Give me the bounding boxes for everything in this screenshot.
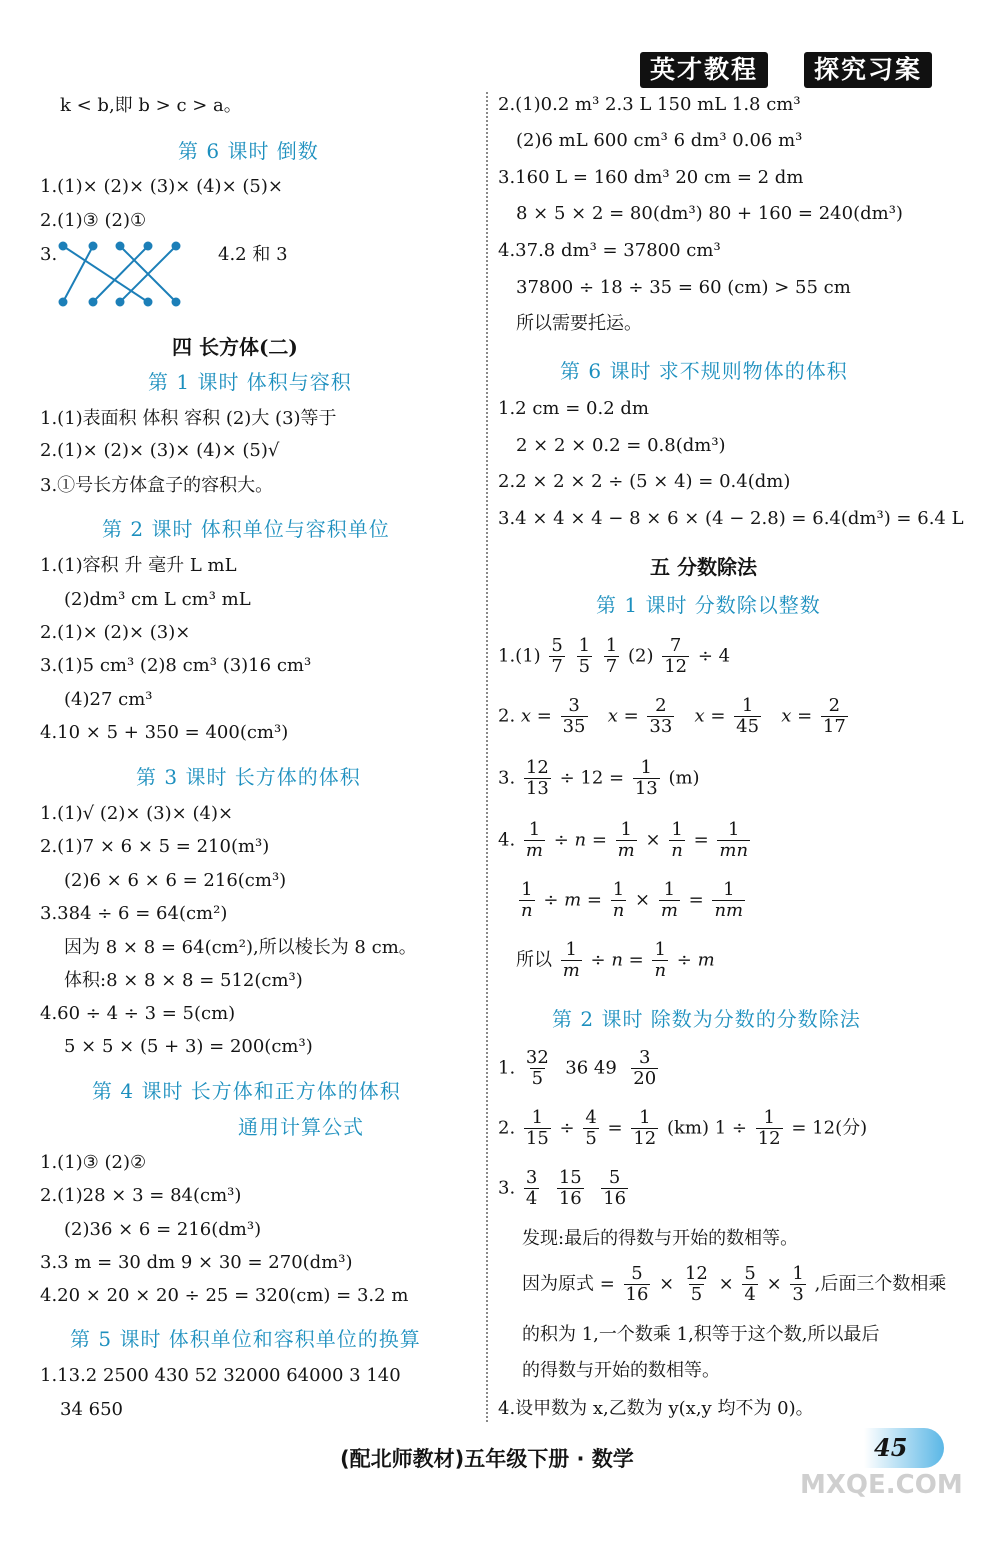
chapter-title: 五 分数除法 — [650, 555, 757, 579]
operator-text: ÷ 4 — [697, 645, 731, 667]
answer-line: 2.(1)0.2 m³ 2.3 L 150 mL 1.8 cm³ — [498, 94, 801, 115]
fraction: $\frac{12}{5}$ — [684, 1263, 708, 1305]
answer-line: 3.160 L = 160 dm³ 20 cm = 2 dm — [498, 167, 804, 188]
column-divider — [486, 92, 488, 1422]
lesson-title: 第 2 课时 除数为分数的分数除法 — [552, 1007, 861, 1031]
fraction: $\frac{1}{13}$ — [634, 757, 658, 799]
fraction: $\frac{5}{7}$ — [551, 635, 563, 677]
item-label: 1. — [498, 1057, 516, 1079]
answer-line — [498, 1168, 631, 1209]
answer-line: 1.13.2 2500 430 52 32000 64000 3 140 — [40, 1365, 401, 1386]
answer-line: 34 650 — [60, 1399, 123, 1420]
fraction: $\frac{1}{m}$ — [617, 819, 635, 861]
fraction: $\frac{2}{33}$ — [649, 695, 673, 737]
item-label: (2) — [627, 645, 654, 667]
answer-line: 3.①号长方体盒子的容积大。 — [40, 475, 274, 496]
lesson-title: 第 1 课时 体积与容积 — [148, 370, 352, 394]
answer-line — [498, 1048, 661, 1089]
answer-line: 3. — [40, 244, 58, 265]
lesson-title: 第 4 课时 长方体和正方体的体积 — [92, 1079, 401, 1103]
fraction: $\frac{3}{4}$ — [525, 1167, 538, 1209]
chapter-title: 四 长方体(二) — [172, 335, 298, 359]
answer-line: 的积为 1,一个数乘 1,积等于这个数,所以最后 — [522, 1324, 880, 1345]
answer-line: 2.(1)× (2)× (3)× — [40, 622, 191, 643]
answer-line: $\frac{1}{n}$ ÷ m = $\frac{1}{n}$ × $\frac{1}{m}$ = $\frac{1}{nm}$ — [521, 879, 744, 921]
answer-line: 1.2 cm = 0.2 dm — [498, 398, 649, 419]
answer-line: 1.(1)√ (2)× (3)× (4)× — [40, 803, 234, 824]
answer-line: 2. x = $\frac{3}{35}$ x = $\frac{2}{33}$ x = $\frac{1}{45}$ x = $\frac{2}{17}$ — [498, 695, 846, 737]
answer-line: 4.10 × 5 + 350 = 400(cm³) — [40, 722, 289, 743]
answer-line: 2.(1)③ (2)① — [40, 210, 147, 231]
answer-line: 4.设甲数为 x,乙数为 y(x,y 均不为 0)。 — [498, 1398, 814, 1419]
fraction: $\frac{2}{17}$ — [822, 695, 846, 737]
item-label: 3. — [498, 767, 516, 789]
answer-line: 1.(1)表面积 体积 容积 (2)大 (3)等于 — [40, 408, 337, 429]
answer-line: 5 × 5 × (5 + 3) = 200(cm³) — [64, 1036, 313, 1057]
fraction: $\frac{1}{m}$ — [660, 879, 678, 921]
answer-line: 3.384 ÷ 6 = 64(cm²) — [40, 903, 228, 924]
fraction: $\frac{1}{n}$ — [521, 879, 533, 921]
answer-line — [498, 636, 730, 677]
answer-line: 8 × 5 × 2 = 80(dm³) 80 + 160 = 240(dm³) — [516, 203, 903, 224]
fraction: $\frac{5}{4}$ — [744, 1263, 756, 1305]
operator-text: ÷ 12 = — [559, 767, 625, 789]
answer-line: 2. $\frac{1}{15}$ ÷ $\frac{4}{5}$ = $\frac{1}{12}$ (km) 1 ÷ $\frac{1}{12}$ = 12(分) — [498, 1107, 868, 1149]
brand-left: 英才教程 — [640, 52, 768, 88]
fraction: $\frac{1}{nm}$ — [714, 879, 744, 921]
item-label: 3. — [498, 1177, 516, 1199]
answer-line: 3.3 m = 30 dm 9 × 30 = 270(dm³) — [40, 1252, 353, 1273]
answer-line: 因为 8 × 8 = 64(cm²),所以棱长为 8 cm。 — [64, 937, 417, 958]
text-span: 因为原式 = — [522, 1273, 615, 1295]
text-span: ,后面三个数相乘 — [814, 1273, 947, 1295]
fraction: $\frac{1}{n}$ — [671, 819, 683, 861]
lesson-title: 第 5 课时 体积单位和容积单位的换算 — [70, 1327, 421, 1351]
answer-line: 37800 ÷ 18 ÷ 35 = 60 (cm) > 55 cm — [516, 277, 851, 298]
fraction: $\frac{1}{m}$ — [525, 819, 543, 861]
unit-text: (m) — [668, 767, 700, 789]
answer-line: 所以需要托运。 — [516, 313, 642, 334]
answer-line: 4.20 × 20 × 20 ÷ 25 = 320(cm) = 3.2 m — [40, 1285, 409, 1306]
answer-line: 1.(1)容积 升 毫升 L mL — [40, 555, 237, 576]
fraction: $\frac{1}{n}$ — [654, 939, 667, 981]
item-label: 1.(1) — [498, 645, 541, 667]
fraction: $\frac{1}{mn}$ — [719, 819, 749, 861]
fraction: $\frac{7}{12}$ — [664, 635, 688, 677]
answer-line: 的得数与开始的数相等。 — [522, 1360, 720, 1381]
fraction: $\frac{4}{5}$ — [585, 1107, 597, 1149]
lesson-title: 第 1 课时 分数除以整数 — [596, 593, 821, 617]
text-span: 所以 — [516, 949, 552, 971]
unit-text: = 12(分) — [791, 1117, 868, 1139]
answer-line: 3.(1)5 cm³ (2)8 cm³ (3)16 cm³ — [40, 655, 312, 676]
fraction: $\frac{1}{12}$ — [633, 1107, 657, 1149]
answer-line: 4.37.8 dm³ = 37800 cm³ — [498, 240, 721, 261]
lesson-title: 第 6 课时 求不规则物体的体积 — [560, 359, 848, 383]
value-text: 36 49 — [565, 1057, 617, 1079]
lesson-title: 通用计算公式 — [238, 1115, 364, 1139]
text-line: k < b,即 b > c > a。 — [60, 95, 242, 116]
fraction: $\frac{1}{45}$ — [736, 695, 760, 737]
answer-line: 发现:最后的得数与开始的数相等。 — [522, 1228, 799, 1249]
brand-right: 探究习案 — [804, 52, 932, 88]
fraction: $\frac{1}{n}$ — [612, 879, 625, 921]
fraction: $\frac{5}{16}$ — [603, 1167, 627, 1209]
answer-line: 4.2 和 3 — [218, 244, 288, 265]
fraction: $\frac{1}{3}$ — [792, 1263, 804, 1305]
fraction: $\frac{1}{5}$ — [578, 635, 591, 677]
answer-line: 1.(1)③ (2)② — [40, 1152, 147, 1173]
answer-line: 2.(1)× (2)× (3)× (4)× (5)√ — [40, 440, 280, 461]
fraction: $\frac{1}{7}$ — [605, 635, 618, 677]
answer-line: 2 × 2 × 0.2 = 0.8(dm³) — [516, 435, 726, 456]
lesson-title: 第 3 课时 长方体的体积 — [136, 765, 361, 789]
fraction: $\frac{1}{15}$ — [525, 1107, 549, 1149]
fraction: $\frac{15}{16}$ — [558, 1167, 582, 1209]
fraction: $\frac{3}{20}$ — [633, 1047, 657, 1089]
unit-text: (km) 1 ÷ — [666, 1117, 747, 1139]
fraction: $\frac{12}{13}$ — [525, 757, 549, 799]
fraction: $\frac{1}{12}$ — [757, 1107, 781, 1149]
answer-line: (2)dm³ cm L cm³ mL — [64, 589, 251, 610]
matching-lines-diagram — [58, 240, 188, 310]
answer-line: 4. $\frac{1}{m}$ ÷ n = $\frac{1}{m}$ × $\frac{1}{n}$ = $\frac{1}{mn}$ — [498, 819, 749, 861]
page-number: 45 — [864, 1428, 944, 1468]
fraction: $\frac{1}{m}$ — [562, 939, 580, 981]
answer-line — [498, 758, 700, 799]
answer-line: 因为原式 = $\frac{5}{16}$ × $\frac{12}{5}$ × $\frac{5}{4}$ × $\frac{1}{3}$ ,后面三个数相乘 — [522, 1263, 947, 1305]
answer-line: 3.4 × 4 × 4 − 8 × 6 × (4 − 2.8) = 6.4(dm³) = 6.4 L — [498, 508, 964, 529]
answer-line: (2)6 × 6 × 6 = 216(cm³) — [64, 870, 287, 891]
item-label: 2. — [498, 1117, 516, 1139]
lesson-title: 第 2 课时 体积单位与容积单位 — [102, 517, 390, 541]
answer-line: 2.(1)28 × 3 = 84(cm³) — [40, 1185, 242, 1206]
answer-line: 2.(1)7 × 6 × 5 = 210(m³) — [40, 836, 270, 857]
fraction: $\frac{3}{35}$ — [562, 695, 586, 737]
answer-line: 2.2 × 2 × 2 ÷ (5 × 4) = 0.4(dm) — [498, 471, 791, 492]
answer-line: 体积:8 × 8 × 8 = 512(cm³) — [64, 970, 303, 991]
fraction: $\frac{32}{5}$ — [525, 1047, 549, 1089]
answer-line: 1.(1)× (2)× (3)× (4)× (5)× — [40, 176, 283, 197]
answer-line: (2)6 mL 600 cm³ 6 dm³ 0.06 m³ — [516, 130, 803, 151]
fraction: $\frac{5}{16}$ — [625, 1263, 649, 1305]
answer-line: (2)36 × 6 = 216(dm³) — [64, 1219, 262, 1240]
item-label: 2. — [498, 705, 516, 727]
footer-text: (配北师教材)五年级下册 · 数学 — [340, 1447, 634, 1471]
answer-line: 所以 $\frac{1}{m}$ ÷ n = $\frac{1}{n}$ ÷ m — [516, 939, 715, 981]
item-label: 4. — [498, 829, 516, 851]
lesson-title: 第 6 课时 倒数 — [178, 139, 319, 163]
answer-line: (4)27 cm³ — [64, 689, 153, 710]
answer-line: 4.60 ÷ 4 ÷ 3 = 5(cm) — [40, 1003, 236, 1024]
watermark: MXQE.COM — [800, 1470, 963, 1500]
